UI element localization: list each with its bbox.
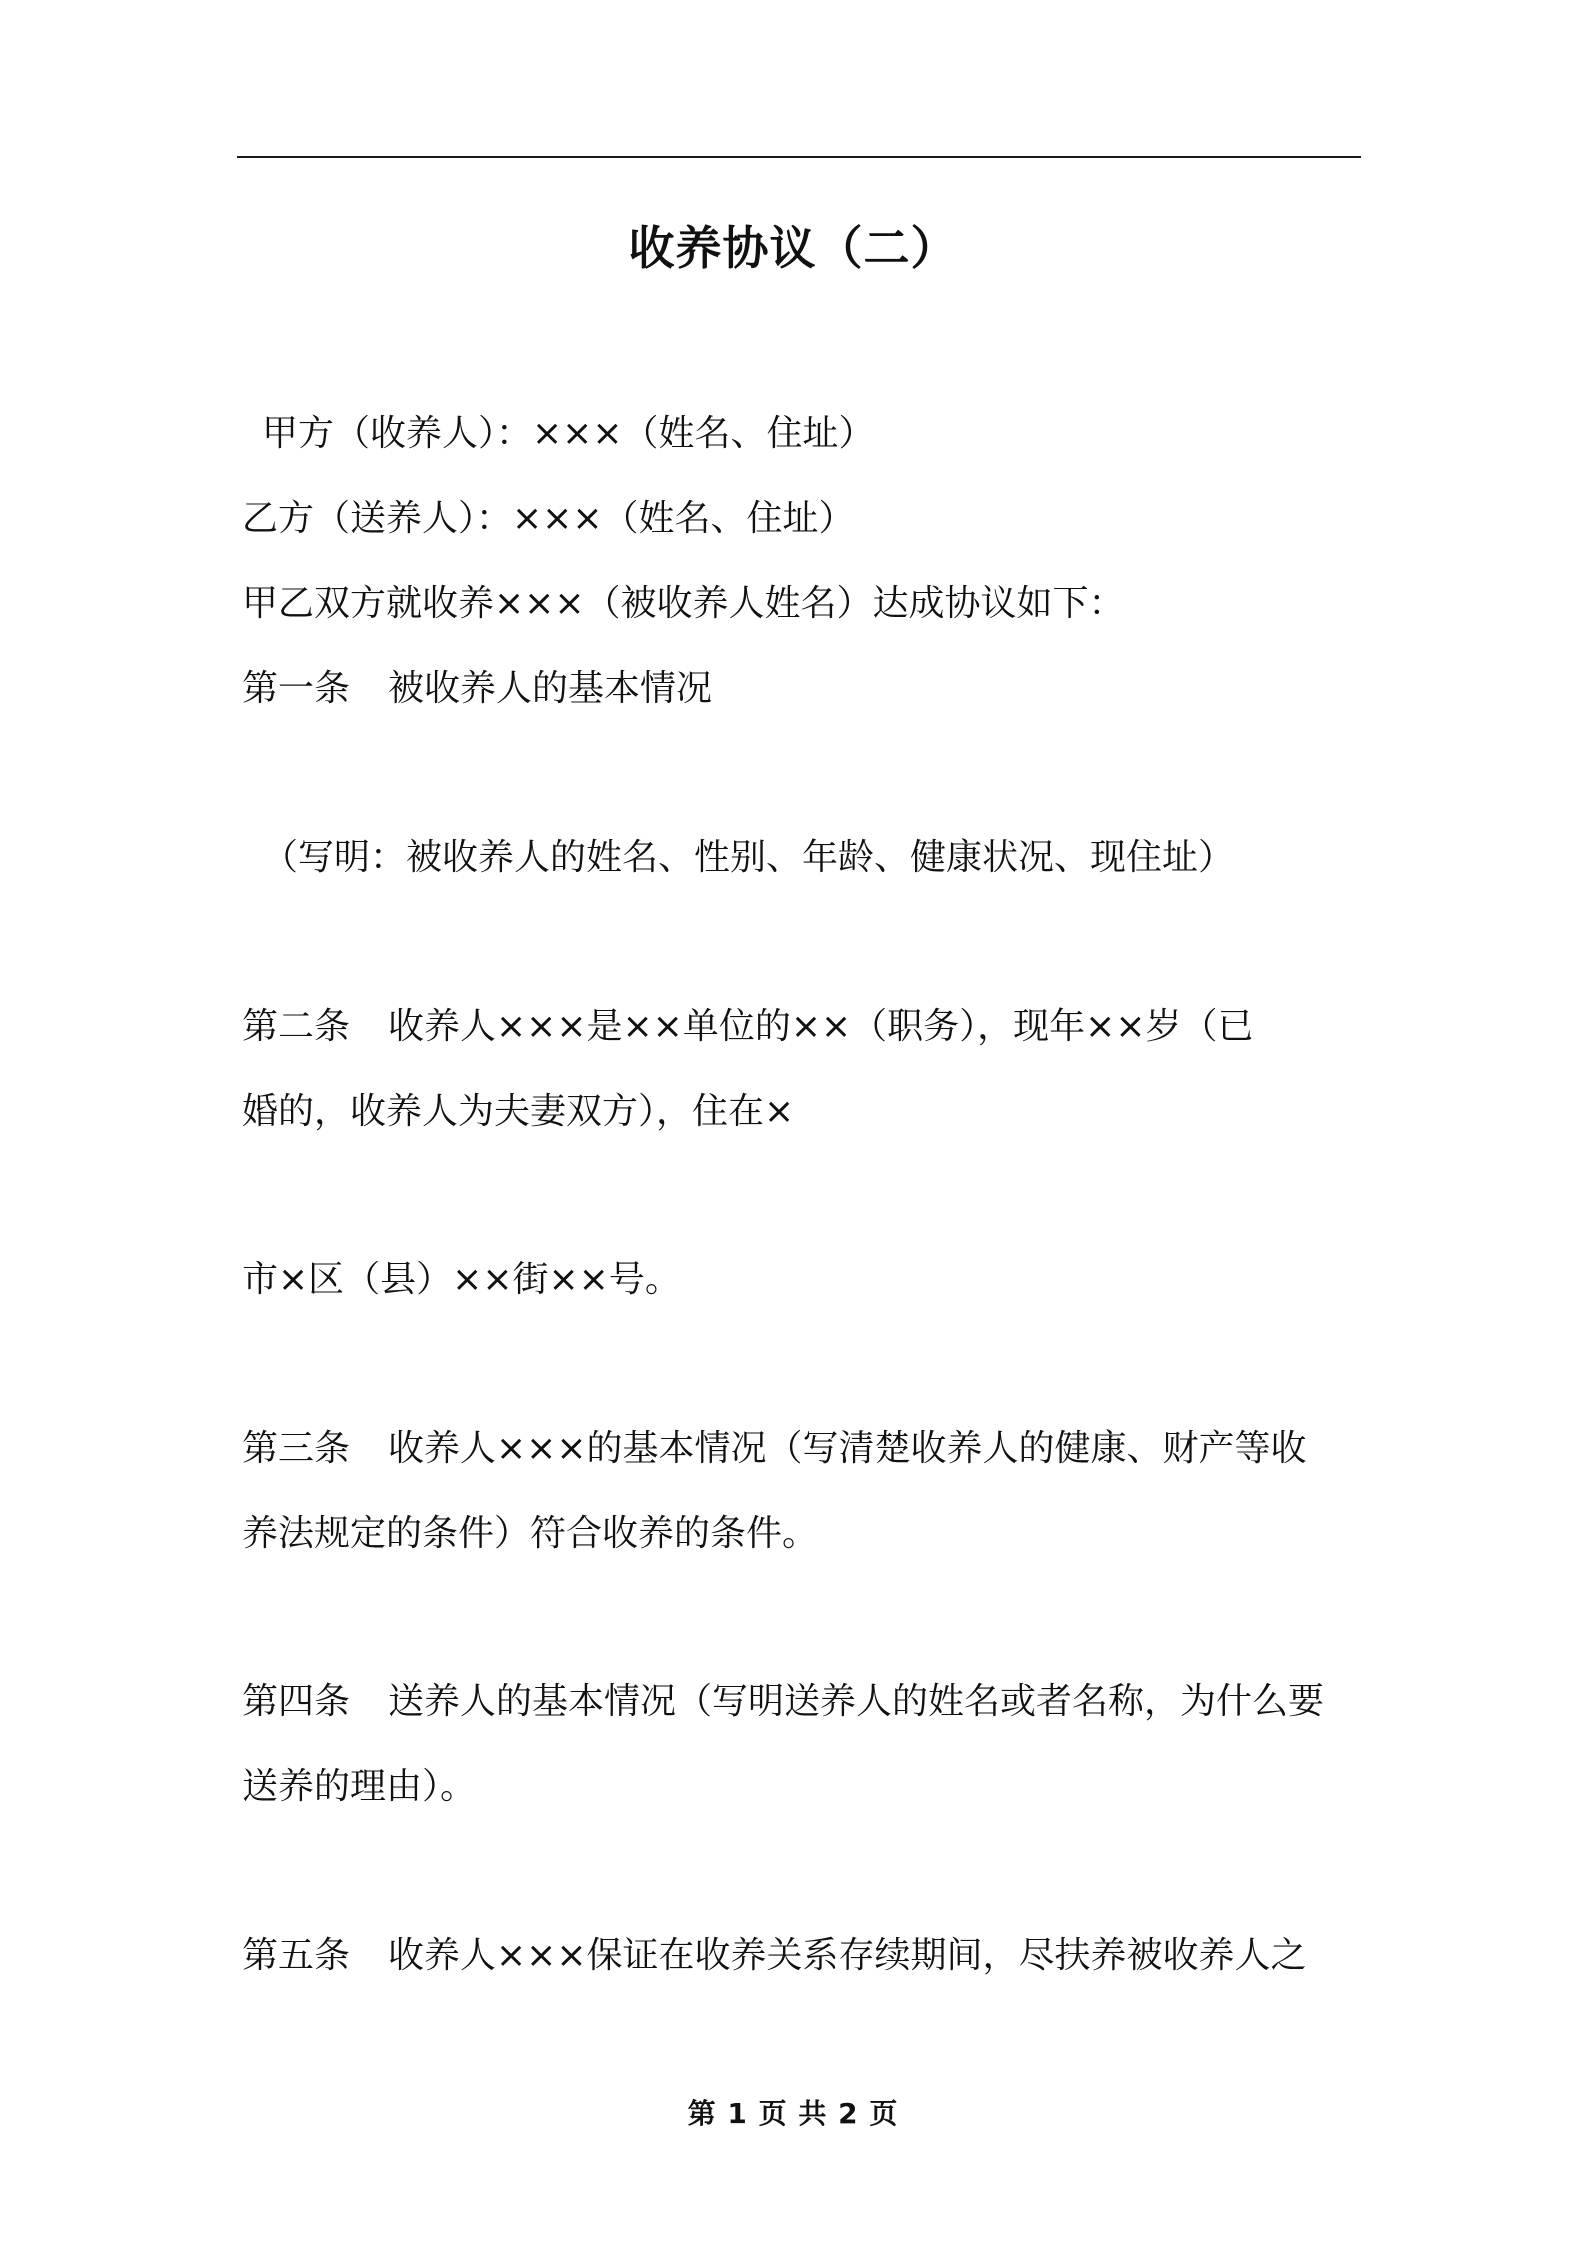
article-1-text: 被收养人的基本情况 [388,668,713,709]
article-5-text-1: 收养人×××保证在收养关系存续期间，尽扶养被收养人之 [388,1935,1307,1976]
page-number-footer: 第 1 页 共 2 页 [687,2097,899,2130]
article-3-line-2: 养法规定的条件）符合收养的条件。 [242,1513,819,1554]
party-b-line: 乙方（送养人）：×××（姓名、住址） [242,498,855,539]
article-4-text-1: 送养人的基本情况（写明送养人的姓名或者名称，为什么要 [388,1681,1325,1722]
article-2-number: 第二条 [242,1006,351,1047]
article-2-line-2: 婚的，收养人为夫妻双方），住在× [242,1091,795,1132]
article-3-text-1: 收养人×××的基本情况（写清楚收养人的健康、财产等收 [388,1428,1307,1469]
article-2-line-1 [242,1002,1254,1052]
article-1-note: （写明：被收养人的姓名、性别、年龄、健康状况、现住址） [262,837,1235,878]
article-4-line-2: 送养的理由）。 [242,1766,477,1807]
article-2-line-3: 市×区（县）××街××号。 [242,1259,681,1300]
article-2-text-1: 收养人×××是××单位的××（职务），现年××岁（已 [388,1006,1254,1047]
preamble-line: 甲乙双方就收养×××（被收养人姓名）达成协议如下： [242,583,1125,624]
article-3-number: 第三条 [242,1428,351,1469]
document-title: 收养协议（二） [628,221,958,275]
article-5-number: 第五条 [242,1935,351,1976]
article-4-number: 第四条 [242,1681,351,1722]
article-4-line-1 [242,1677,1324,1727]
article-5-line-1 [242,1931,1307,1981]
party-a-line: 甲方（收养人）：×××（姓名、住址） [262,413,875,454]
article-3-line-1 [242,1424,1307,1474]
article-1-number: 第一条 [242,668,351,709]
article-1-line-1 [242,664,712,714]
header-rule [237,156,1361,158]
